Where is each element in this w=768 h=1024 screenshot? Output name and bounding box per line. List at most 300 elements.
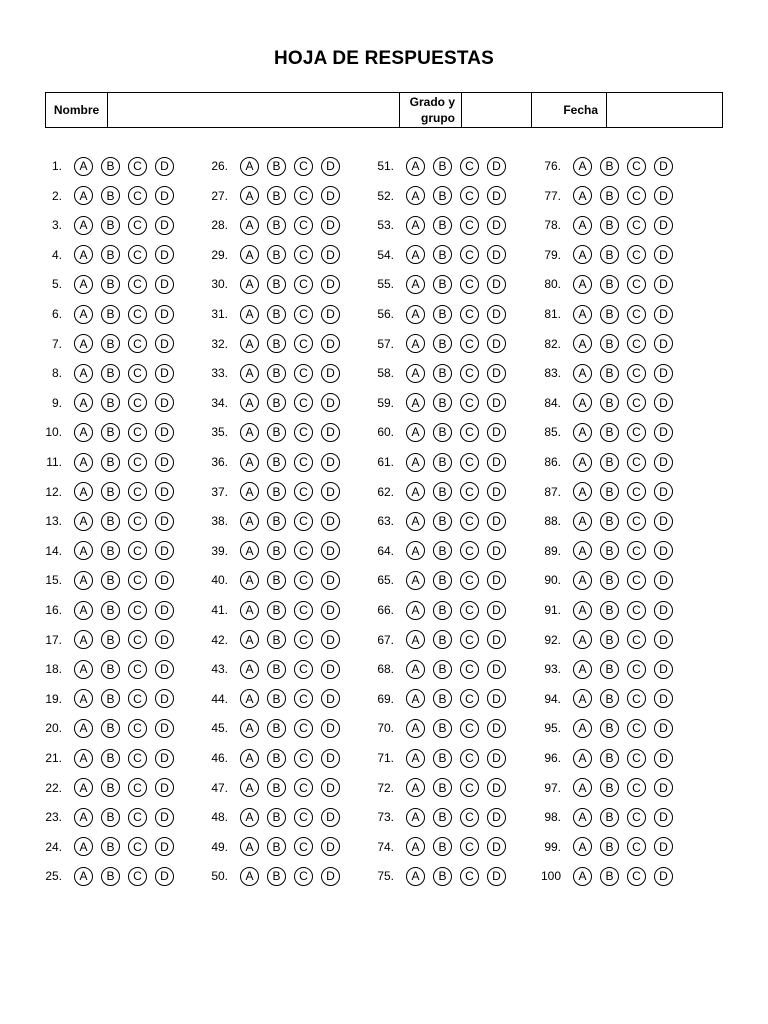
answer-bubble-c[interactable]: C <box>294 245 313 264</box>
answer-bubble-a[interactable]: A <box>573 689 592 708</box>
answer-bubble-d[interactable]: D <box>321 541 340 560</box>
answer-bubble-d[interactable]: D <box>155 512 174 531</box>
answer-bubble-d[interactable]: D <box>487 186 506 205</box>
answer-bubble-a[interactable]: A <box>240 334 259 353</box>
answer-bubble-b[interactable]: B <box>600 305 619 324</box>
answer-bubble-b[interactable]: B <box>433 364 452 383</box>
answer-bubble-c[interactable]: C <box>128 393 147 412</box>
answer-bubble-b[interactable]: B <box>101 157 120 176</box>
answer-bubble-a[interactable]: A <box>406 660 425 679</box>
answer-bubble-d[interactable]: D <box>654 867 673 886</box>
answer-bubble-a[interactable]: A <box>240 541 259 560</box>
answer-bubble-b[interactable]: B <box>267 541 286 560</box>
answer-bubble-b[interactable]: B <box>267 808 286 827</box>
answer-bubble-a[interactable]: A <box>406 749 425 768</box>
answer-bubble-c[interactable]: C <box>460 275 479 294</box>
answer-bubble-c[interactable]: C <box>128 867 147 886</box>
answer-bubble-c[interactable]: C <box>294 393 313 412</box>
answer-bubble-b[interactable]: B <box>600 453 619 472</box>
answer-bubble-b[interactable]: B <box>267 393 286 412</box>
answer-bubble-a[interactable]: A <box>573 601 592 620</box>
answer-bubble-b[interactable]: B <box>101 808 120 827</box>
answer-bubble-a[interactable]: A <box>74 423 93 442</box>
answer-bubble-d[interactable]: D <box>155 482 174 501</box>
answer-bubble-c[interactable]: C <box>627 867 646 886</box>
answer-bubble-d[interactable]: D <box>654 393 673 412</box>
answer-bubble-b[interactable]: B <box>600 245 619 264</box>
answer-bubble-a[interactable]: A <box>240 453 259 472</box>
answer-bubble-b[interactable]: B <box>600 512 619 531</box>
answer-bubble-b[interactable]: B <box>433 778 452 797</box>
answer-bubble-b[interactable]: B <box>600 186 619 205</box>
answer-bubble-b[interactable]: B <box>267 837 286 856</box>
answer-bubble-b[interactable]: B <box>101 541 120 560</box>
answer-bubble-c[interactable]: C <box>294 867 313 886</box>
answer-bubble-c[interactable]: C <box>128 334 147 353</box>
answer-bubble-a[interactable]: A <box>240 305 259 324</box>
answer-bubble-c[interactable]: C <box>460 482 479 501</box>
answer-bubble-b[interactable]: B <box>267 749 286 768</box>
answer-bubble-a[interactable]: A <box>406 216 425 235</box>
answer-bubble-d[interactable]: D <box>654 749 673 768</box>
answer-bubble-a[interactable]: A <box>406 453 425 472</box>
answer-bubble-b[interactable]: B <box>101 571 120 590</box>
answer-bubble-d[interactable]: D <box>155 157 174 176</box>
answer-bubble-a[interactable]: A <box>406 305 425 324</box>
answer-bubble-d[interactable]: D <box>654 778 673 797</box>
answer-bubble-c[interactable]: C <box>128 423 147 442</box>
answer-bubble-a[interactable]: A <box>240 482 259 501</box>
answer-bubble-b[interactable]: B <box>600 778 619 797</box>
answer-bubble-a[interactable]: A <box>573 364 592 383</box>
answer-bubble-b[interactable]: B <box>267 601 286 620</box>
answer-bubble-c[interactable]: C <box>627 660 646 679</box>
answer-bubble-c[interactable]: C <box>294 157 313 176</box>
answer-bubble-b[interactable]: B <box>101 630 120 649</box>
answer-bubble-b[interactable]: B <box>600 275 619 294</box>
answer-bubble-b[interactable]: B <box>267 660 286 679</box>
answer-bubble-b[interactable]: B <box>433 541 452 560</box>
answer-bubble-b[interactable]: B <box>267 334 286 353</box>
answer-bubble-c[interactable]: C <box>627 808 646 827</box>
answer-bubble-d[interactable]: D <box>487 453 506 472</box>
answer-bubble-b[interactable]: B <box>101 778 120 797</box>
answer-bubble-d[interactable]: D <box>654 660 673 679</box>
answer-bubble-c[interactable]: C <box>128 660 147 679</box>
answer-bubble-b[interactable]: B <box>267 630 286 649</box>
answer-bubble-d[interactable]: D <box>155 660 174 679</box>
answer-bubble-c[interactable]: C <box>627 778 646 797</box>
answer-bubble-d[interactable]: D <box>321 719 340 738</box>
answer-bubble-a[interactable]: A <box>406 245 425 264</box>
answer-bubble-a[interactable]: A <box>573 305 592 324</box>
answer-bubble-c[interactable]: C <box>460 305 479 324</box>
answer-bubble-c[interactable]: C <box>627 719 646 738</box>
answer-bubble-a[interactable]: A <box>74 453 93 472</box>
answer-bubble-c[interactable]: C <box>627 216 646 235</box>
answer-bubble-c[interactable]: C <box>128 157 147 176</box>
answer-bubble-c[interactable]: C <box>460 245 479 264</box>
answer-bubble-c[interactable]: C <box>460 660 479 679</box>
answer-bubble-b[interactable]: B <box>267 216 286 235</box>
answer-bubble-c[interactable]: C <box>460 778 479 797</box>
answer-bubble-d[interactable]: D <box>654 482 673 501</box>
answer-bubble-d[interactable]: D <box>155 778 174 797</box>
answer-bubble-c[interactable]: C <box>294 423 313 442</box>
answer-bubble-d[interactable]: D <box>321 157 340 176</box>
answer-bubble-b[interactable]: B <box>101 482 120 501</box>
answer-bubble-a[interactable]: A <box>573 749 592 768</box>
answer-bubble-a[interactable]: A <box>74 630 93 649</box>
answer-bubble-d[interactable]: D <box>654 334 673 353</box>
answer-bubble-d[interactable]: D <box>654 245 673 264</box>
answer-bubble-a[interactable]: A <box>240 186 259 205</box>
answer-bubble-d[interactable]: D <box>321 393 340 412</box>
answer-bubble-d[interactable]: D <box>654 364 673 383</box>
answer-bubble-d[interactable]: D <box>321 334 340 353</box>
answer-bubble-c[interactable]: C <box>460 867 479 886</box>
answer-bubble-a[interactable]: A <box>240 275 259 294</box>
answer-bubble-c[interactable]: C <box>460 630 479 649</box>
answer-bubble-a[interactable]: A <box>573 482 592 501</box>
answer-bubble-b[interactable]: B <box>101 393 120 412</box>
answer-bubble-d[interactable]: D <box>321 453 340 472</box>
answer-bubble-b[interactable]: B <box>433 245 452 264</box>
answer-bubble-c[interactable]: C <box>128 512 147 531</box>
answer-bubble-a[interactable]: A <box>240 867 259 886</box>
answer-bubble-b[interactable]: B <box>267 364 286 383</box>
answer-bubble-a[interactable]: A <box>406 630 425 649</box>
answer-bubble-c[interactable]: C <box>460 393 479 412</box>
answer-bubble-b[interactable]: B <box>600 601 619 620</box>
answer-bubble-d[interactable]: D <box>155 689 174 708</box>
answer-bubble-a[interactable]: A <box>74 749 93 768</box>
answer-bubble-c[interactable]: C <box>294 482 313 501</box>
answer-bubble-b[interactable]: B <box>433 660 452 679</box>
answer-bubble-c[interactable]: C <box>294 275 313 294</box>
answer-bubble-b[interactable]: B <box>433 719 452 738</box>
answer-bubble-c[interactable]: C <box>128 216 147 235</box>
answer-bubble-a[interactable]: A <box>573 837 592 856</box>
answer-bubble-c[interactable]: C <box>128 245 147 264</box>
answer-bubble-d[interactable]: D <box>487 275 506 294</box>
answer-bubble-b[interactable]: B <box>600 808 619 827</box>
answer-bubble-a[interactable]: A <box>573 719 592 738</box>
answer-bubble-c[interactable]: C <box>128 305 147 324</box>
answer-bubble-d[interactable]: D <box>155 275 174 294</box>
answer-bubble-b[interactable]: B <box>433 630 452 649</box>
answer-bubble-d[interactable]: D <box>321 660 340 679</box>
answer-bubble-c[interactable]: C <box>294 719 313 738</box>
answer-bubble-d[interactable]: D <box>487 749 506 768</box>
answer-bubble-d[interactable]: D <box>654 216 673 235</box>
answer-bubble-a[interactable]: A <box>74 601 93 620</box>
answer-bubble-b[interactable]: B <box>600 719 619 738</box>
answer-bubble-b[interactable]: B <box>267 423 286 442</box>
answer-bubble-d[interactable]: D <box>487 334 506 353</box>
answer-bubble-d[interactable]: D <box>654 512 673 531</box>
answer-bubble-d[interactable]: D <box>155 423 174 442</box>
answer-bubble-a[interactable]: A <box>240 216 259 235</box>
answer-bubble-a[interactable]: A <box>573 541 592 560</box>
answer-bubble-a[interactable]: A <box>74 689 93 708</box>
answer-bubble-d[interactable]: D <box>321 216 340 235</box>
answer-bubble-a[interactable]: A <box>74 571 93 590</box>
answer-bubble-c[interactable]: C <box>627 482 646 501</box>
answer-bubble-d[interactable]: D <box>321 364 340 383</box>
answer-bubble-c[interactable]: C <box>460 334 479 353</box>
answer-bubble-a[interactable]: A <box>74 837 93 856</box>
answer-bubble-c[interactable]: C <box>627 393 646 412</box>
answer-bubble-d[interactable]: D <box>654 186 673 205</box>
answer-bubble-c[interactable]: C <box>627 512 646 531</box>
answer-bubble-b[interactable]: B <box>101 749 120 768</box>
answer-bubble-b[interactable]: B <box>433 837 452 856</box>
answer-bubble-b[interactable]: B <box>267 275 286 294</box>
answer-bubble-b[interactable]: B <box>101 423 120 442</box>
answer-bubble-c[interactable]: C <box>627 305 646 324</box>
answer-bubble-b[interactable]: B <box>433 571 452 590</box>
answer-bubble-a[interactable]: A <box>573 808 592 827</box>
answer-bubble-c[interactable]: C <box>294 512 313 531</box>
answer-bubble-c[interactable]: C <box>627 423 646 442</box>
answer-bubble-c[interactable]: C <box>627 364 646 383</box>
answer-bubble-c[interactable]: C <box>294 541 313 560</box>
answer-bubble-b[interactable]: B <box>267 778 286 797</box>
answer-bubble-b[interactable]: B <box>101 719 120 738</box>
answer-bubble-a[interactable]: A <box>406 275 425 294</box>
answer-bubble-d[interactable]: D <box>155 186 174 205</box>
answer-bubble-a[interactable]: A <box>573 867 592 886</box>
answer-bubble-d[interactable]: D <box>487 601 506 620</box>
answer-bubble-b[interactable]: B <box>433 275 452 294</box>
answer-bubble-d[interactable]: D <box>487 778 506 797</box>
answer-bubble-d[interactable]: D <box>321 867 340 886</box>
answer-bubble-a[interactable]: A <box>240 778 259 797</box>
answer-bubble-d[interactable]: D <box>321 305 340 324</box>
answer-bubble-b[interactable]: B <box>433 749 452 768</box>
answer-bubble-c[interactable]: C <box>294 186 313 205</box>
answer-bubble-b[interactable]: B <box>267 186 286 205</box>
answer-bubble-a[interactable]: A <box>573 216 592 235</box>
answer-bubble-a[interactable]: A <box>406 778 425 797</box>
answer-bubble-d[interactable]: D <box>155 601 174 620</box>
answer-bubble-b[interactable]: B <box>600 689 619 708</box>
answer-bubble-c[interactable]: C <box>460 541 479 560</box>
answer-bubble-a[interactable]: A <box>406 808 425 827</box>
answer-bubble-d[interactable]: D <box>487 719 506 738</box>
answer-bubble-c[interactable]: C <box>128 541 147 560</box>
answer-bubble-b[interactable]: B <box>600 157 619 176</box>
answer-bubble-d[interactable]: D <box>654 571 673 590</box>
answer-bubble-c[interactable]: C <box>128 186 147 205</box>
answer-bubble-c[interactable]: C <box>294 216 313 235</box>
answer-bubble-b[interactable]: B <box>433 867 452 886</box>
answer-bubble-a[interactable]: A <box>573 423 592 442</box>
answer-bubble-b[interactable]: B <box>267 512 286 531</box>
answer-bubble-d[interactable]: D <box>487 364 506 383</box>
answer-bubble-a[interactable]: A <box>406 837 425 856</box>
answer-bubble-a[interactable]: A <box>406 393 425 412</box>
answer-bubble-a[interactable]: A <box>406 157 425 176</box>
answer-bubble-b[interactable]: B <box>600 867 619 886</box>
answer-bubble-b[interactable]: B <box>101 512 120 531</box>
answer-bubble-b[interactable]: B <box>101 305 120 324</box>
answer-bubble-a[interactable]: A <box>406 867 425 886</box>
answer-bubble-a[interactable]: A <box>74 778 93 797</box>
answer-bubble-d[interactable]: D <box>487 216 506 235</box>
answer-bubble-a[interactable]: A <box>240 660 259 679</box>
answer-bubble-d[interactable]: D <box>654 157 673 176</box>
answer-bubble-a[interactable]: A <box>573 453 592 472</box>
answer-bubble-a[interactable]: A <box>240 364 259 383</box>
answer-bubble-b[interactable]: B <box>600 364 619 383</box>
answer-bubble-c[interactable]: C <box>460 186 479 205</box>
answer-bubble-a[interactable]: A <box>573 393 592 412</box>
answer-bubble-a[interactable]: A <box>74 186 93 205</box>
answer-bubble-a[interactable]: A <box>573 571 592 590</box>
answer-bubble-d[interactable]: D <box>321 512 340 531</box>
answer-bubble-c[interactable]: C <box>294 334 313 353</box>
answer-bubble-b[interactable]: B <box>600 393 619 412</box>
answer-bubble-a[interactable]: A <box>74 719 93 738</box>
answer-bubble-c[interactable]: C <box>294 749 313 768</box>
answer-bubble-d[interactable]: D <box>155 216 174 235</box>
answer-bubble-d[interactable]: D <box>654 453 673 472</box>
answer-bubble-a[interactable]: A <box>406 334 425 353</box>
answer-bubble-c[interactable]: C <box>294 689 313 708</box>
answer-bubble-b[interactable]: B <box>267 571 286 590</box>
answer-bubble-c[interactable]: C <box>627 571 646 590</box>
answer-bubble-c[interactable]: C <box>460 423 479 442</box>
answer-bubble-b[interactable]: B <box>600 216 619 235</box>
answer-bubble-a[interactable]: A <box>74 808 93 827</box>
answer-bubble-b[interactable]: B <box>267 689 286 708</box>
answer-bubble-d[interactable]: D <box>487 541 506 560</box>
answer-bubble-b[interactable]: B <box>433 482 452 501</box>
answer-bubble-d[interactable]: D <box>487 157 506 176</box>
answer-bubble-b[interactable]: B <box>267 719 286 738</box>
answer-bubble-a[interactable]: A <box>406 186 425 205</box>
answer-bubble-a[interactable]: A <box>74 275 93 294</box>
answer-bubble-c[interactable]: C <box>128 601 147 620</box>
answer-bubble-c[interactable]: C <box>460 364 479 383</box>
answer-bubble-a[interactable]: A <box>406 541 425 560</box>
answer-bubble-d[interactable]: D <box>654 305 673 324</box>
answer-bubble-b[interactable]: B <box>433 186 452 205</box>
answer-bubble-c[interactable]: C <box>627 689 646 708</box>
answer-bubble-a[interactable]: A <box>573 334 592 353</box>
answer-bubble-c[interactable]: C <box>128 689 147 708</box>
answer-bubble-c[interactable]: C <box>627 275 646 294</box>
answer-bubble-c[interactable]: C <box>128 630 147 649</box>
answer-bubble-d[interactable]: D <box>487 423 506 442</box>
answer-bubble-a[interactable]: A <box>74 393 93 412</box>
answer-bubble-c[interactable]: C <box>627 630 646 649</box>
answer-bubble-b[interactable]: B <box>600 571 619 590</box>
answer-bubble-b[interactable]: B <box>101 275 120 294</box>
answer-bubble-a[interactable]: A <box>74 482 93 501</box>
answer-bubble-b[interactable]: B <box>600 423 619 442</box>
answer-bubble-a[interactable]: A <box>573 186 592 205</box>
answer-bubble-c[interactable]: C <box>128 837 147 856</box>
answer-bubble-d[interactable]: D <box>321 689 340 708</box>
answer-bubble-d[interactable]: D <box>155 364 174 383</box>
answer-bubble-d[interactable]: D <box>487 512 506 531</box>
answer-bubble-b[interactable]: B <box>600 660 619 679</box>
answer-bubble-c[interactable]: C <box>627 837 646 856</box>
answer-bubble-b[interactable]: B <box>267 157 286 176</box>
answer-bubble-a[interactable]: A <box>74 867 93 886</box>
answer-bubble-a[interactable]: A <box>240 393 259 412</box>
answer-bubble-c[interactable]: C <box>294 364 313 383</box>
answer-bubble-b[interactable]: B <box>600 334 619 353</box>
answer-bubble-b[interactable]: B <box>101 689 120 708</box>
answer-bubble-c[interactable]: C <box>627 453 646 472</box>
answer-bubble-d[interactable]: D <box>321 837 340 856</box>
answer-bubble-a[interactable]: A <box>406 423 425 442</box>
answer-bubble-a[interactable]: A <box>74 245 93 264</box>
answer-bubble-c[interactable]: C <box>627 541 646 560</box>
answer-bubble-c[interactable]: C <box>128 482 147 501</box>
answer-bubble-b[interactable]: B <box>101 601 120 620</box>
answer-bubble-b[interactable]: B <box>433 601 452 620</box>
answer-bubble-b[interactable]: B <box>101 453 120 472</box>
answer-bubble-a[interactable]: A <box>240 719 259 738</box>
answer-bubble-c[interactable]: C <box>627 601 646 620</box>
answer-bubble-d[interactable]: D <box>155 571 174 590</box>
answer-bubble-a[interactable]: A <box>74 541 93 560</box>
answer-bubble-d[interactable]: D <box>487 482 506 501</box>
answer-bubble-b[interactable]: B <box>267 305 286 324</box>
answer-bubble-d[interactable]: D <box>654 808 673 827</box>
answer-bubble-a[interactable]: A <box>573 512 592 531</box>
answer-bubble-c[interactable]: C <box>294 837 313 856</box>
answer-bubble-a[interactable]: A <box>573 778 592 797</box>
answer-bubble-d[interactable]: D <box>155 808 174 827</box>
answer-bubble-d[interactable]: D <box>321 275 340 294</box>
answer-bubble-c[interactable]: C <box>294 630 313 649</box>
answer-bubble-a[interactable]: A <box>240 689 259 708</box>
answer-bubble-c[interactable]: C <box>460 749 479 768</box>
answer-bubble-a[interactable]: A <box>406 512 425 531</box>
answer-bubble-d[interactable]: D <box>155 453 174 472</box>
answer-bubble-b[interactable]: B <box>267 867 286 886</box>
answer-bubble-a[interactable]: A <box>240 512 259 531</box>
answer-bubble-c[interactable]: C <box>627 245 646 264</box>
answer-bubble-b[interactable]: B <box>600 541 619 560</box>
answer-bubble-b[interactable]: B <box>433 157 452 176</box>
answer-bubble-d[interactable]: D <box>155 393 174 412</box>
answer-bubble-d[interactable]: D <box>487 689 506 708</box>
answer-bubble-b[interactable]: B <box>101 364 120 383</box>
answer-bubble-d[interactable]: D <box>654 275 673 294</box>
answer-bubble-a[interactable]: A <box>74 334 93 353</box>
answer-bubble-d[interactable]: D <box>487 630 506 649</box>
answer-bubble-c[interactable]: C <box>460 837 479 856</box>
answer-bubble-d[interactable]: D <box>654 719 673 738</box>
answer-bubble-d[interactable]: D <box>321 571 340 590</box>
answer-bubble-a[interactable]: A <box>74 305 93 324</box>
answer-bubble-c[interactable]: C <box>294 808 313 827</box>
answer-bubble-c[interactable]: C <box>294 571 313 590</box>
answer-bubble-c[interactable]: C <box>128 275 147 294</box>
answer-bubble-d[interactable]: D <box>487 305 506 324</box>
answer-bubble-c[interactable]: C <box>627 749 646 768</box>
answer-bubble-c[interactable]: C <box>627 334 646 353</box>
answer-bubble-b[interactable]: B <box>600 482 619 501</box>
answer-bubble-c[interactable]: C <box>460 601 479 620</box>
